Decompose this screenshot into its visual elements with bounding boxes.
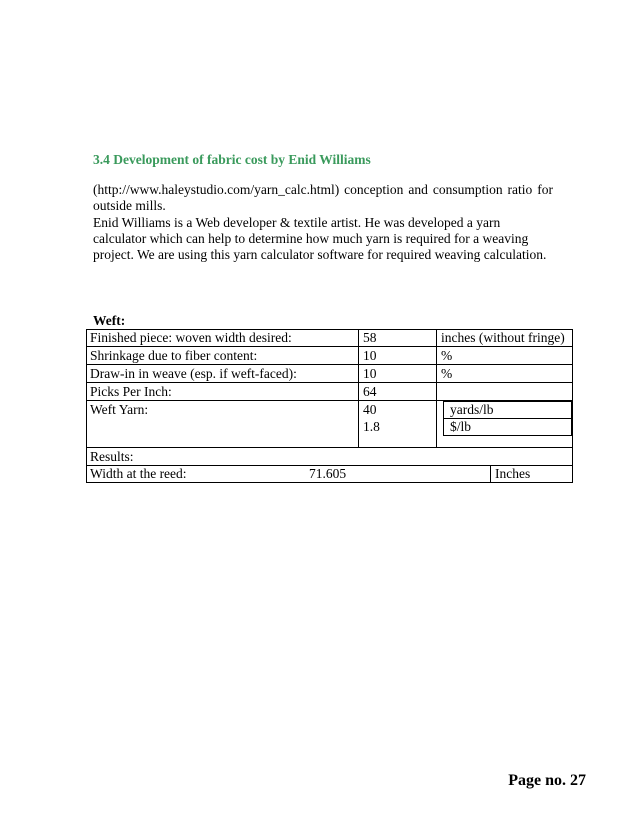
width-at-reed-unit: Inches (495, 466, 531, 481)
row-label: Finished piece: woven width desired: (90, 330, 292, 345)
row-value: 10 (363, 366, 377, 381)
paragraph-url: (http://www.haleystudio.com/yarn_calc.html) conception and consumption ratio for outside mills. (93, 182, 553, 213)
weft-yarn-unit-cost: $/lb (450, 419, 472, 434)
results-label: Results: (90, 449, 134, 464)
table-border-right (572, 329, 573, 483)
weft-yarn-value-yards: 40 (363, 402, 377, 417)
weft-table (86, 329, 573, 483)
section-heading: 3.4 Development of fabric cost by Enid Williams (93, 152, 371, 167)
row-unit: % (441, 366, 453, 381)
row-value: 64 (363, 384, 377, 399)
width-at-reed-label: Width at the reed: (90, 466, 187, 481)
width-at-reed-value: 71.605 (309, 466, 347, 481)
weft-yarn-label: Weft Yarn: (90, 402, 149, 417)
page-number: Page no. 27 (508, 772, 586, 789)
table-rule (86, 364, 573, 365)
row-unit: % (441, 348, 453, 363)
row-value: 58 (363, 330, 377, 345)
row-value: 10 (363, 348, 377, 363)
column-divider (436, 329, 437, 447)
weft-yarn-unit-yards: yards/lb (450, 402, 494, 417)
weft-label: Weft: (93, 313, 126, 328)
row-label: Shrinkage due to fiber content: (90, 348, 258, 363)
row-label: Draw-in in weave (esp. if weft-faced): (90, 366, 297, 381)
table-rule (86, 447, 573, 448)
table-border-bottom (86, 482, 573, 483)
row-unit: inches (without fringe) (441, 330, 565, 345)
weft-yarn-value-cost: 1.8 (363, 419, 380, 434)
paragraph-description: Enid Williams is a Web developer & textile artist. He was developed a yarn calculator which can help to determine how much yarn is required for a weaving project. We are using this yarn calculator software for required weaving calculation. (93, 215, 547, 262)
row-label: Picks Per Inch: (90, 384, 172, 399)
table-rule (86, 346, 573, 347)
table-rule (86, 382, 573, 383)
